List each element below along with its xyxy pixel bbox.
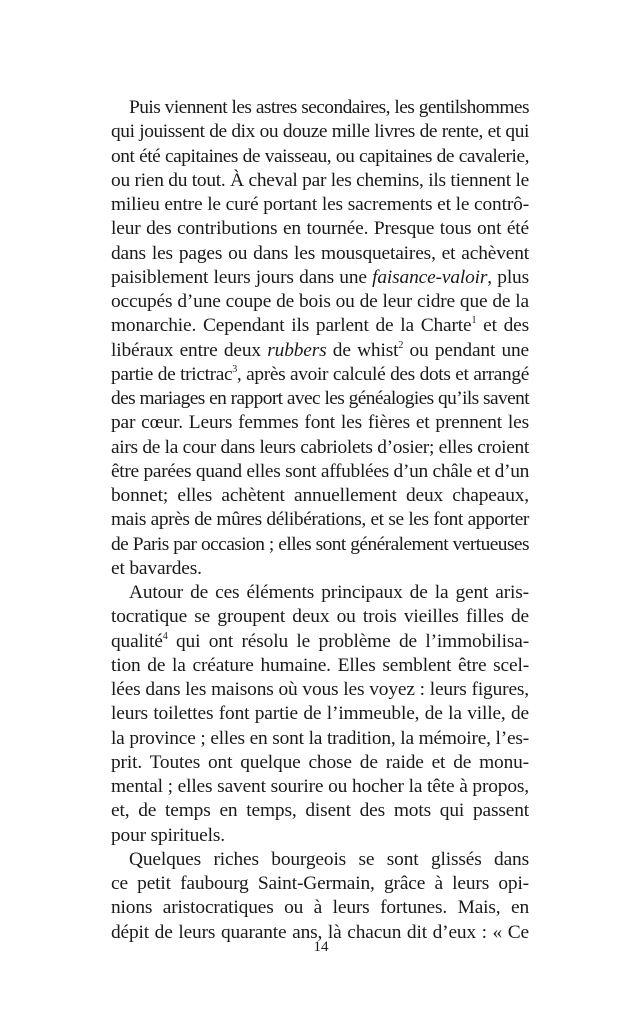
text-run: bonnet; elles achètent annuellement deux chapeaux, <box>111 485 529 506</box>
text-line <box>111 557 529 581</box>
text-line <box>111 120 529 144</box>
text-run: Puis viennent les astres secondaires, les gentilshommes <box>129 97 529 118</box>
text-run: partie de trictrac <box>111 363 233 385</box>
text-line <box>111 145 529 169</box>
footnote-marker: 2 <box>398 339 404 351</box>
body-text <box>111 96 529 945</box>
text-run: la province ; elles en sont la tradition, la mémoire, l’es- <box>111 727 529 749</box>
text-line <box>111 242 529 266</box>
text-run: tion de la créature humaine. Elles semblent être scel- <box>111 654 529 676</box>
text-line <box>111 508 529 532</box>
text-run: , plus <box>487 266 529 288</box>
text-line <box>111 824 529 848</box>
text-run: qui jouissent de dix ou douze mille livres de rente, et qui <box>111 121 529 143</box>
text-run: ou rien du tout. À cheval par les chemins, ils tiennent le <box>111 169 529 191</box>
text-run: dans les pages ou dans les mousquetaires, et achèvent <box>111 242 529 264</box>
text-run: et, de temps en temps, disent des mots qui passent <box>111 800 529 822</box>
text-line <box>111 314 529 338</box>
text-line <box>111 678 529 702</box>
text-line <box>111 630 529 654</box>
text-line <box>111 411 529 435</box>
text-line <box>111 581 529 605</box>
italic-term: rubbers <box>267 339 327 361</box>
text-run: ou pendant une <box>403 339 530 361</box>
footnote-marker: 1 <box>471 315 477 327</box>
text-run: et des <box>476 315 529 337</box>
text-run: des mariages en rapport avec les généalogies qu’ils savent <box>111 388 529 409</box>
text-run: qualité <box>111 630 163 652</box>
text-line <box>111 896 529 920</box>
text-line <box>111 96 529 120</box>
text-run: dépit de leurs quarante ans, là chacun dit d’eux : « Ce <box>111 921 529 943</box>
text-run: leur des contributions en tournée. Presque tous ont été <box>111 218 529 240</box>
text-run: et bavardes. <box>111 557 202 579</box>
text-run: , après avoir calculé des dots et arrangé <box>236 363 529 385</box>
text-run: Autour de ces éléments principaux de la gent aris- <box>129 582 529 603</box>
text-line <box>111 848 529 872</box>
text-run: tocratique se groupent deux ou trois vieilles filles de <box>111 606 529 628</box>
text-line <box>111 799 529 823</box>
text-line <box>111 727 529 751</box>
text-run: lées dans les maisons où vous les voyez : leurs figures, <box>111 679 529 700</box>
text-line <box>111 266 529 290</box>
text-run: ce petit faubourg Saint-Germain, grâce à leurs opi- <box>111 873 529 894</box>
text-line <box>111 217 529 241</box>
text-line <box>111 751 529 775</box>
text-run: paisiblement leurs jours dans une <box>111 266 373 288</box>
text-run: milieu entre le curé portant les sacrements et le contrô- <box>111 194 529 215</box>
text-run: Quelques riches bourgeois se sont glissés dans <box>129 848 529 870</box>
text-run: monarchie. Cependant ils parlent de la Charte <box>111 315 472 337</box>
text-run: mental ; elles savent sourire ou hocher la tête à propos, <box>111 776 529 797</box>
text-run: prit. Toutes ont quelque chose de raide et de monu- <box>111 751 529 773</box>
text-line <box>111 339 529 363</box>
text-run: de whist <box>326 339 399 361</box>
page-number: 14 <box>313 939 329 955</box>
text-run: de Paris par occasion ; elles sont généralement vertueuses <box>111 533 529 555</box>
text-run: qui ont résolu le problème de l’immobilisa- <box>167 630 529 652</box>
text-line <box>111 193 529 217</box>
text-run: par cœur. Leurs femmes font les fières et prennent les <box>111 412 529 434</box>
text-line <box>111 872 529 896</box>
text-line <box>111 387 529 411</box>
text-run: être parées quand elles sont affublées d’un châle et d’un <box>111 460 529 482</box>
footnote-marker: 4 <box>162 630 168 642</box>
text-line <box>111 775 529 799</box>
text-run: ont été capitaines de vaisseau, ou capitaines de cavalerie, <box>111 145 529 167</box>
footnote-marker: 3 <box>232 363 237 375</box>
text-run: leurs toilettes font partie de l’immeuble, de la ville, de <box>111 703 529 725</box>
text-line <box>111 436 529 460</box>
text-line <box>111 363 529 387</box>
italic-term: faisance-valoir <box>372 266 488 288</box>
text-run: airs de la cour dans leurs cabriolets d’osier; elles croient <box>111 436 529 458</box>
text-run: mais après de mûres délibérations, et se les font apporter <box>111 509 529 531</box>
text-run: pour spirituels. <box>111 824 225 846</box>
text-line <box>111 460 529 484</box>
text-line <box>111 169 529 193</box>
text-run: libéraux entre deux <box>111 339 268 361</box>
text-line <box>111 605 529 629</box>
text-line <box>111 533 529 557</box>
text-line <box>111 484 529 508</box>
text-line <box>111 290 529 314</box>
text-run: nions aristocratiques ou à leurs fortunes. Mais, en <box>111 897 529 919</box>
text-line <box>111 654 529 678</box>
text-line <box>111 702 529 726</box>
text-run: occupés d’une coupe de bois ou de leur cidre que de la <box>111 291 529 312</box>
